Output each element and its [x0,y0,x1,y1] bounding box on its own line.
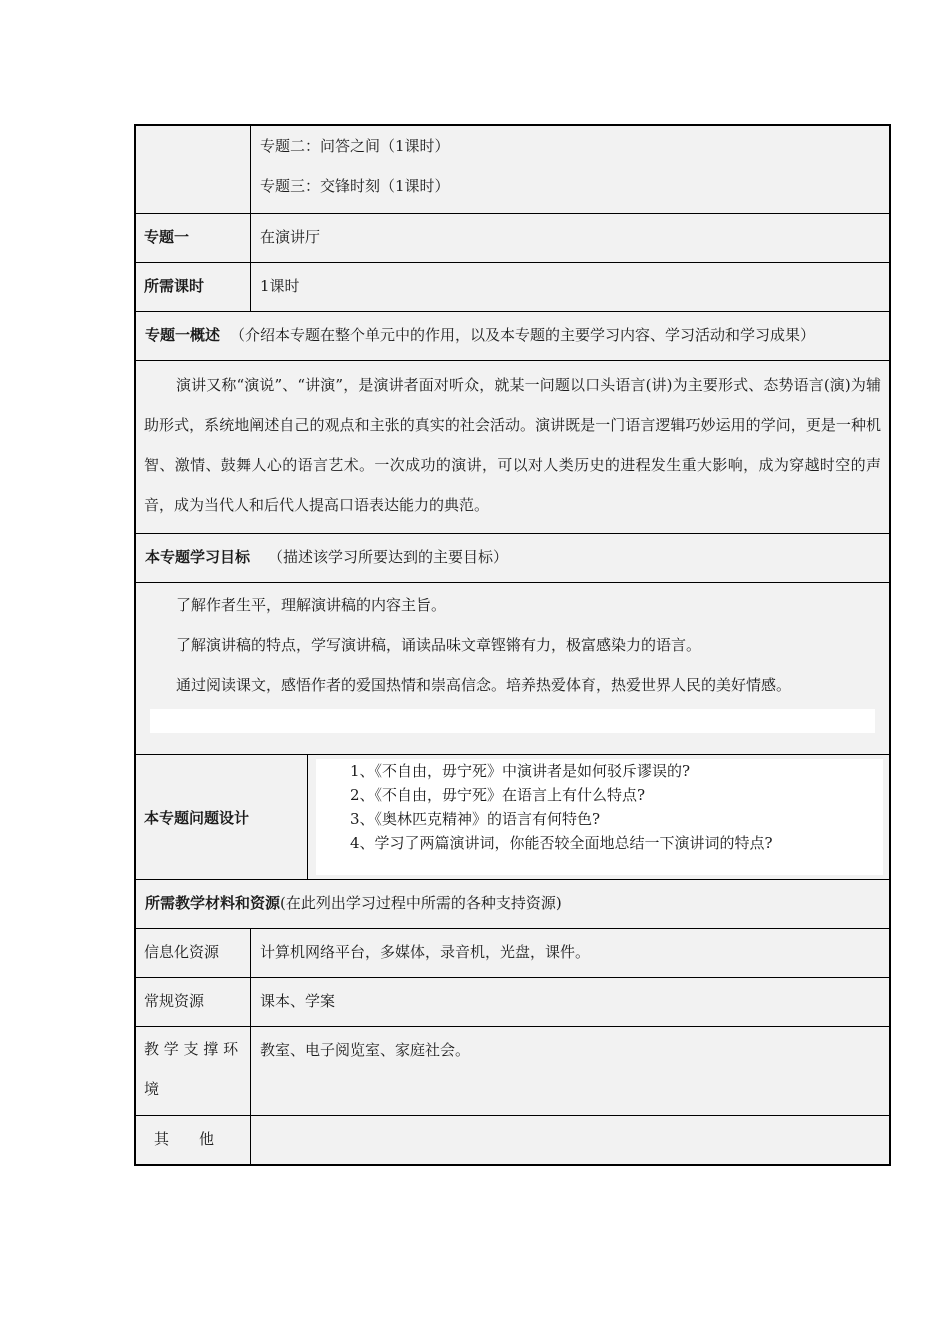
resource-value: 课本、学案 [260,992,336,1010]
row-regular-resources [136,978,889,1027]
topics-cell [251,126,889,213]
questions-label: 本专题问题设计 [136,755,308,879]
resource-label: 常规资源 [136,978,251,1026]
row-topics-continued [136,126,889,214]
empty-label-cell [136,126,251,213]
question-item: 2、《不自由，毋宁死》在语言上有什么特点? [350,786,646,804]
overview-title: 专题一概述 [145,326,221,344]
resource-label: 其 他 [136,1116,251,1164]
row-overview-header [136,312,889,361]
goals-note: （描述该学习所要达到的主要目标） [268,548,509,566]
goals-title: 本专题学习目标 [145,548,251,566]
resources-note: (在此列出学习过程中所需的各种支持资源) [280,894,562,912]
resource-label: 教 学 支 撑 环 境 [136,1027,251,1115]
resource-value: 计算机网络平台，多媒体，录音机，光盘，课件。 [260,943,591,961]
resources-header [136,880,889,928]
goal-item: 了解演讲稿的特点，学写演讲稿，诵读品味文章铿锵有力，极富感染力的语言。 [176,636,702,654]
row-overview-text [136,361,889,534]
row-resources-header [136,880,889,929]
overview-paragraph: 演讲又称“演说”、“讲演”，是演讲者面对听众，就某一问题以口头语言(讲)为主要形式、态势语言(演)为辅助形式，系统地阐述自己的观点和主张的真实的社会活动。演讲既是一门语言逻辑巧妙运用的学问，更是一种机智、激情、鼓舞人心的语言艺术。一次成功的演讲，可以对人类历史的进程发生重大影响，成为穿越时空的声音，成为当代人和后代人提高口语表达能力的典范。 [144,376,881,514]
resources-title: 所需教学材料和资源 [145,894,281,912]
row-topic-one [136,214,889,263]
row-other [136,1116,889,1164]
row-goals [136,583,889,755]
blank-strip [150,709,875,733]
goals-list [136,583,889,754]
question-item: 4、学习了两篇演讲词，你能否较全面地总结一下演讲词的特点? [350,834,773,852]
resource-value [251,1116,889,1164]
goal-item: 了解作者生平，理解演讲稿的内容主旨。 [176,596,447,614]
row-teaching-environment [136,1027,889,1116]
topic-label: 专题一 [136,214,251,262]
resource-label: 信息化资源 [136,929,251,977]
question-item: 3、《奥林匹克精神》的语言有何特色? [350,810,601,828]
row-questions [136,755,889,880]
goals-header [136,534,889,582]
question-item: 1、《不自由，毋宁死》中演讲者是如何驳斥谬误的? [350,762,691,780]
lesson-plan-table [134,124,891,1166]
overview-header [136,312,889,360]
row-goals-header [136,534,889,583]
topic-three-line: 专题三：交锋时刻（1课时） [260,177,450,195]
hours-label: 所需课时 [136,263,251,311]
overview-note: （介绍本专题在整个单元中的作用，以及本专题的主要学习内容、学习活动和学习成果） [230,326,816,344]
topic-value: 在演讲厅 [260,228,321,246]
resource-value: 教室、电子阅览室、家庭社会。 [260,1041,471,1059]
hours-value: 1课时 [260,277,300,295]
goal-item: 通过阅读课文，感悟作者的爱国热情和崇高信念。培养热爱体育，热爱世界人民的美好情感。 [176,676,792,694]
row-digital-resources [136,929,889,978]
row-hours [136,263,889,312]
questions-list [316,759,883,875]
topic-two-line: 专题二：问答之间（1课时） [260,137,450,155]
